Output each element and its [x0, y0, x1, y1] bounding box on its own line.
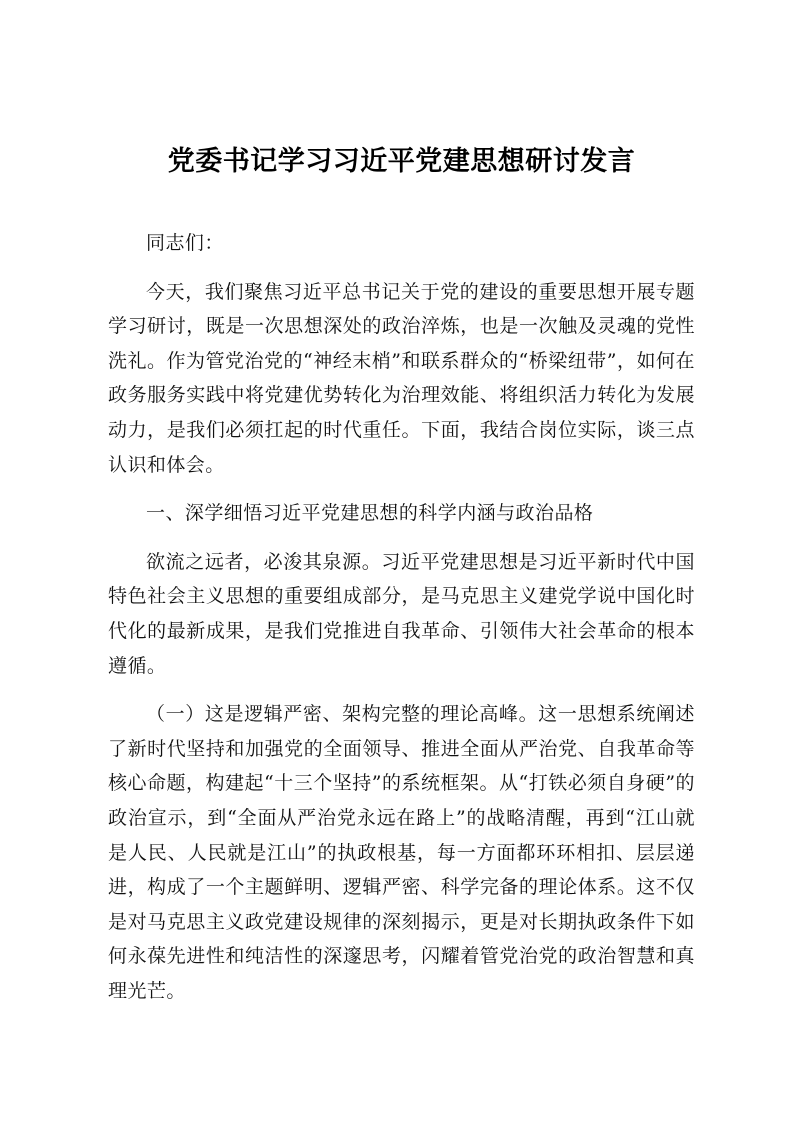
document-title: 党委书记学习习近平党建思想研讨发言: [167, 146, 636, 177]
subsection-paragraph: （一）这是逻辑严密、架构完整的理论高峰。这一思想系统阐述了新时代坚持和加强党的全面领导、推进全面从严治党、自我革命等核心命题，构建起“十三个坚持”的系统框架。从“打铁必须自身硬”的政治宣示，到“全面从严治党永远在路上”的战略清醒，再到“江山就是人民、人民就是江山”的执政根基，每一方面都环环相扣、层层递进，构成了一个主题鲜明、逻辑严密、科学完备的理论体系。这不仅是对马克思主义政党建设规律的深刻揭示，更是对长期执政条件下如何永葆先进性和纯洁性的深邃思考，闪耀着管党治党的政治智慧和真理光芒。: [108, 703, 695, 1002]
document-body: [108, 226, 695, 1008]
salutation-paragraph: 同志们：: [146, 232, 224, 254]
body-paragraph: 欲流之远者，必浚其泉源。习近平党建思想是习近平新时代中国特色社会主义思想的重要组成部分，是马克思主义建党学说中国化时代化的最新成果，是我们党推进自我革命、引领伟大社会革命的根本遵循。: [108, 550, 695, 677]
section-heading: 一、深学细悟习近平党建思想的科学内涵与政治品格: [146, 502, 594, 525]
intro-paragraph: 今天，我们聚焦习近平总书记关于党的建设的重要思想开展专题学习研讨，既是一次思想深处的政治淬炼，也是一次触及灵魂的党性洗礼。作为管党治党的“神经末梢”和联系群众的“桥梁纽带”，如何在政务服务实践中将党建优势转化为治理效能、将组织活力转化为发展动力，是我们必须扛起的时代重任。下面，我结合岗位实际，谈三点认识和体会。: [108, 280, 695, 476]
